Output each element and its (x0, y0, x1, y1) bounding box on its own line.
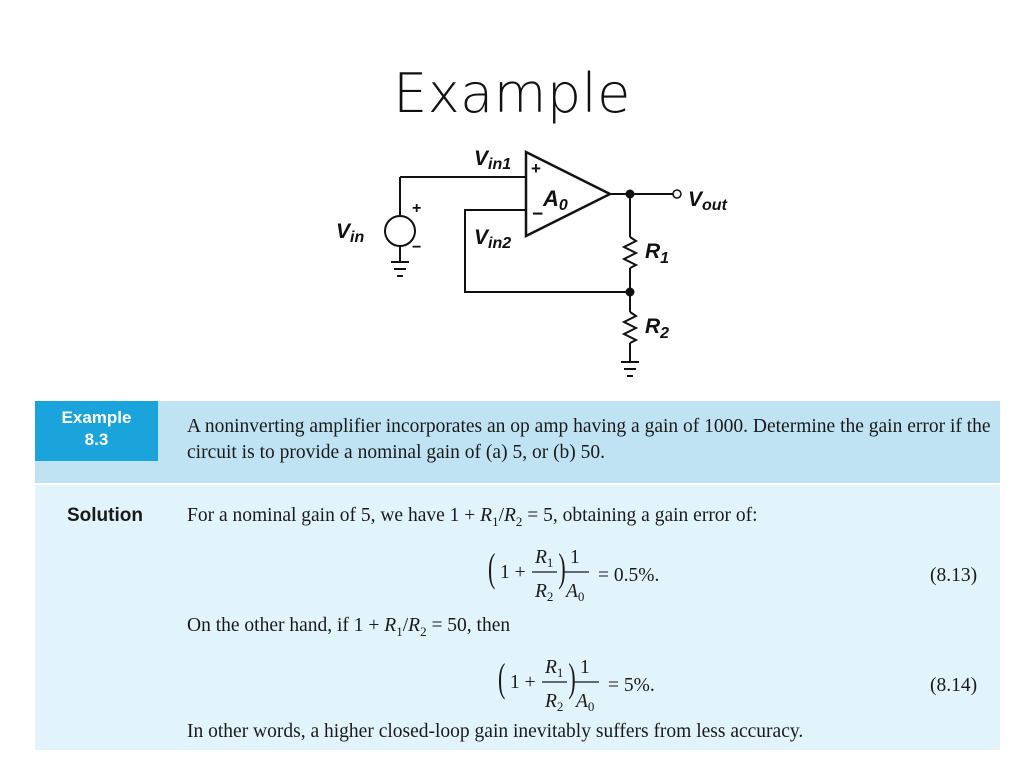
output-terminal (673, 190, 681, 198)
svg-text:R2: $R_2$ (535, 581, 554, 604)
solution-line-2: On the other hand, if $1 + R_1/R_2 = 50$, then (187, 615, 511, 639)
svg-text:A0: $A_0$ (576, 691, 595, 714)
resistor-r2-symbol (624, 312, 636, 343)
opamp-minus-sign: − (532, 204, 544, 225)
equation-8-14-result: = 5%. (608, 675, 655, 696)
svg-text:(: ( (498, 655, 506, 700)
resistor-r1-symbol (624, 237, 636, 268)
label-r2: $R_2$ (645, 315, 670, 342)
voltage-source-symbol (385, 216, 415, 246)
label-vin2: Vin2 (474, 226, 512, 252)
junction-dot-feedback (626, 288, 635, 297)
svg-text:R1: $R_1$ (535, 547, 554, 570)
solution-line-3: In other words, a higher closed-loop gain inevitably suffers from less accuracy. (187, 721, 804, 742)
svg-text:1 +: 1 + (510, 672, 536, 693)
label-r1: $R_1$ (645, 240, 670, 267)
svg-text:): ) (558, 545, 566, 590)
slide-title: Example (393, 62, 631, 125)
ground-symbol-r2 (621, 362, 639, 376)
label-vin: Vin (336, 220, 365, 246)
source-plus-sign: + (412, 200, 422, 217)
svg-text:R1: $R_1$ (545, 657, 564, 680)
example-problem-box (35, 401, 1000, 483)
ground-symbol-source (391, 260, 409, 276)
noninverting-amplifier-circuit (330, 140, 750, 390)
example-tag (35, 401, 158, 461)
label-a0: A0 (543, 186, 568, 214)
svg-text:1: 1 (580, 657, 590, 678)
svg-text:): ) (568, 655, 576, 700)
label-vout: Vout (688, 188, 727, 214)
problem-statement: A noninverting amplifier incorporates an op amp having a gain of 1000. Determine the gain error if the circuit is to provide a nominal gain of (a) 5, or (b) 50. (187, 416, 991, 463)
example-tag-line1: Example (61, 408, 132, 427)
label-vin1: Vin1 (474, 147, 512, 173)
solution-line-1: For a nominal gain of 5, we have $1 + R_1/R_2 = 5$, obtaining a gain error of: (187, 505, 758, 529)
equation-number-8-14: (8.14) (930, 675, 978, 696)
solution-box (35, 485, 1000, 750)
svg-text:1: 1 (570, 547, 580, 568)
svg-text:(: ( (488, 545, 496, 590)
equation-8-13-result: = 0.5%. (598, 565, 660, 586)
svg-text:1 +: 1 + (500, 562, 526, 583)
junction-dot-output (626, 190, 635, 199)
opamp-plus-sign: + (531, 159, 541, 178)
svg-text:R2: $R_2$ (545, 691, 564, 714)
example-tag-line2: 8.3 (84, 430, 109, 449)
svg-text:A0: $A_0$ (566, 581, 585, 604)
source-minus-sign: − (412, 239, 422, 256)
equation-number-8-13: (8.13) (930, 565, 978, 586)
solution-label: Solution (67, 505, 143, 526)
